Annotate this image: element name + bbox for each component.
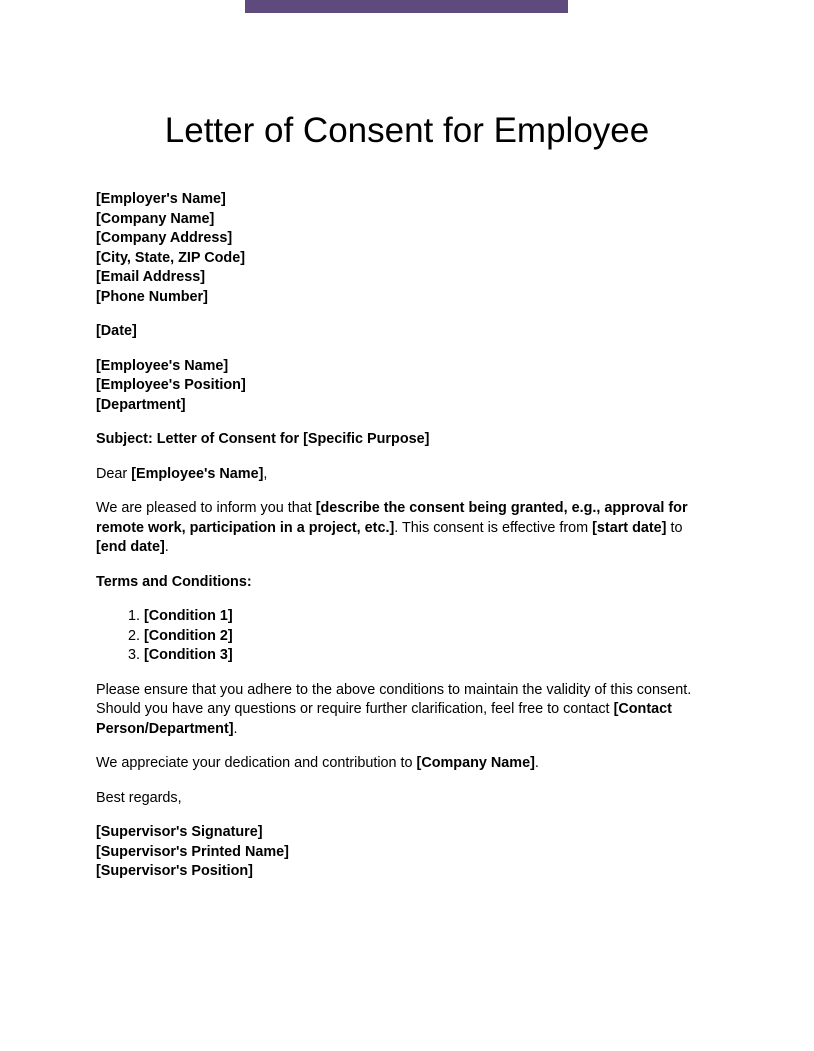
consent-text-3: to [666,519,683,536]
list-item: 3. [Condition 3] [144,646,716,666]
adherence-paragraph [96,681,716,740]
adherence-text-2: . [233,720,238,737]
end-date: [end date] [96,539,165,555]
conditions-list [96,607,716,666]
letter-body [96,190,716,897]
page-title: Letter of Consent for Employee [164,111,650,150]
recipient-position: [Employee's Position] [96,377,246,393]
closing: Best regards, [96,789,182,806]
appreciation-company: [Company Name] [416,755,535,771]
list-item: 2. [Condition 2] [144,627,716,647]
salutation-name: [Employee's Name] [131,465,264,482]
supervisor-printed-name: [Supervisor's Printed Name] [96,843,289,860]
header-accent-bar [245,0,568,13]
contact-placeholder: [Contact Person/Department] [96,701,672,737]
salutation [96,465,716,485]
salutation-prefix: Dear [96,465,132,482]
company-address: [Company Address] [96,230,233,246]
supervisor-position: [Supervisor's Position] [96,863,253,879]
company-name: [Company Name] [96,210,215,227]
appreciation-text-2: . [534,755,539,771]
email-address: [Email Address] [96,269,206,285]
consent-placeholder: [describe the consent being granted, e.g., approval for remote work, participation in a project, etc.] [96,500,688,536]
adherence-text-1: Please ensure that you adhere to the above conditions to maintain the validity of this consent. Should you have any questions or require further clarification, feel free to contact [96,681,692,717]
terms-heading: Terms and Conditions: [96,573,252,590]
letter-date: [Date] [96,323,137,339]
city-state-zip: [City, State, ZIP Code] [96,249,245,266]
phone-number: [Phone Number] [96,288,208,305]
consent-text-4: . [164,539,169,555]
recipient-department: [Department] [96,396,186,413]
sender-block [96,190,716,307]
recipient-name: [Employee's Name] [96,357,229,374]
consent-text-1: We are pleased to inform you that [96,500,316,516]
date-block [96,322,716,342]
signature-block [96,823,716,882]
salutation-suffix: , [263,465,268,482]
start-date: [start date] [592,519,667,536]
consent-paragraph [96,499,716,558]
employer-name: [Employer's Name] [96,191,226,207]
appreciation-text-1: We appreciate your dedication and contribution to [96,755,417,771]
supervisor-signature: [Supervisor's Signature] [96,824,263,840]
consent-text-2: . This consent is effective from [394,519,593,536]
recipient-block [96,357,716,416]
subject-line: Subject: Letter of Consent for [Specific Purpose] [96,431,430,447]
list-item: 1. [Condition 1] [144,607,716,627]
appreciation-paragraph [96,754,716,774]
